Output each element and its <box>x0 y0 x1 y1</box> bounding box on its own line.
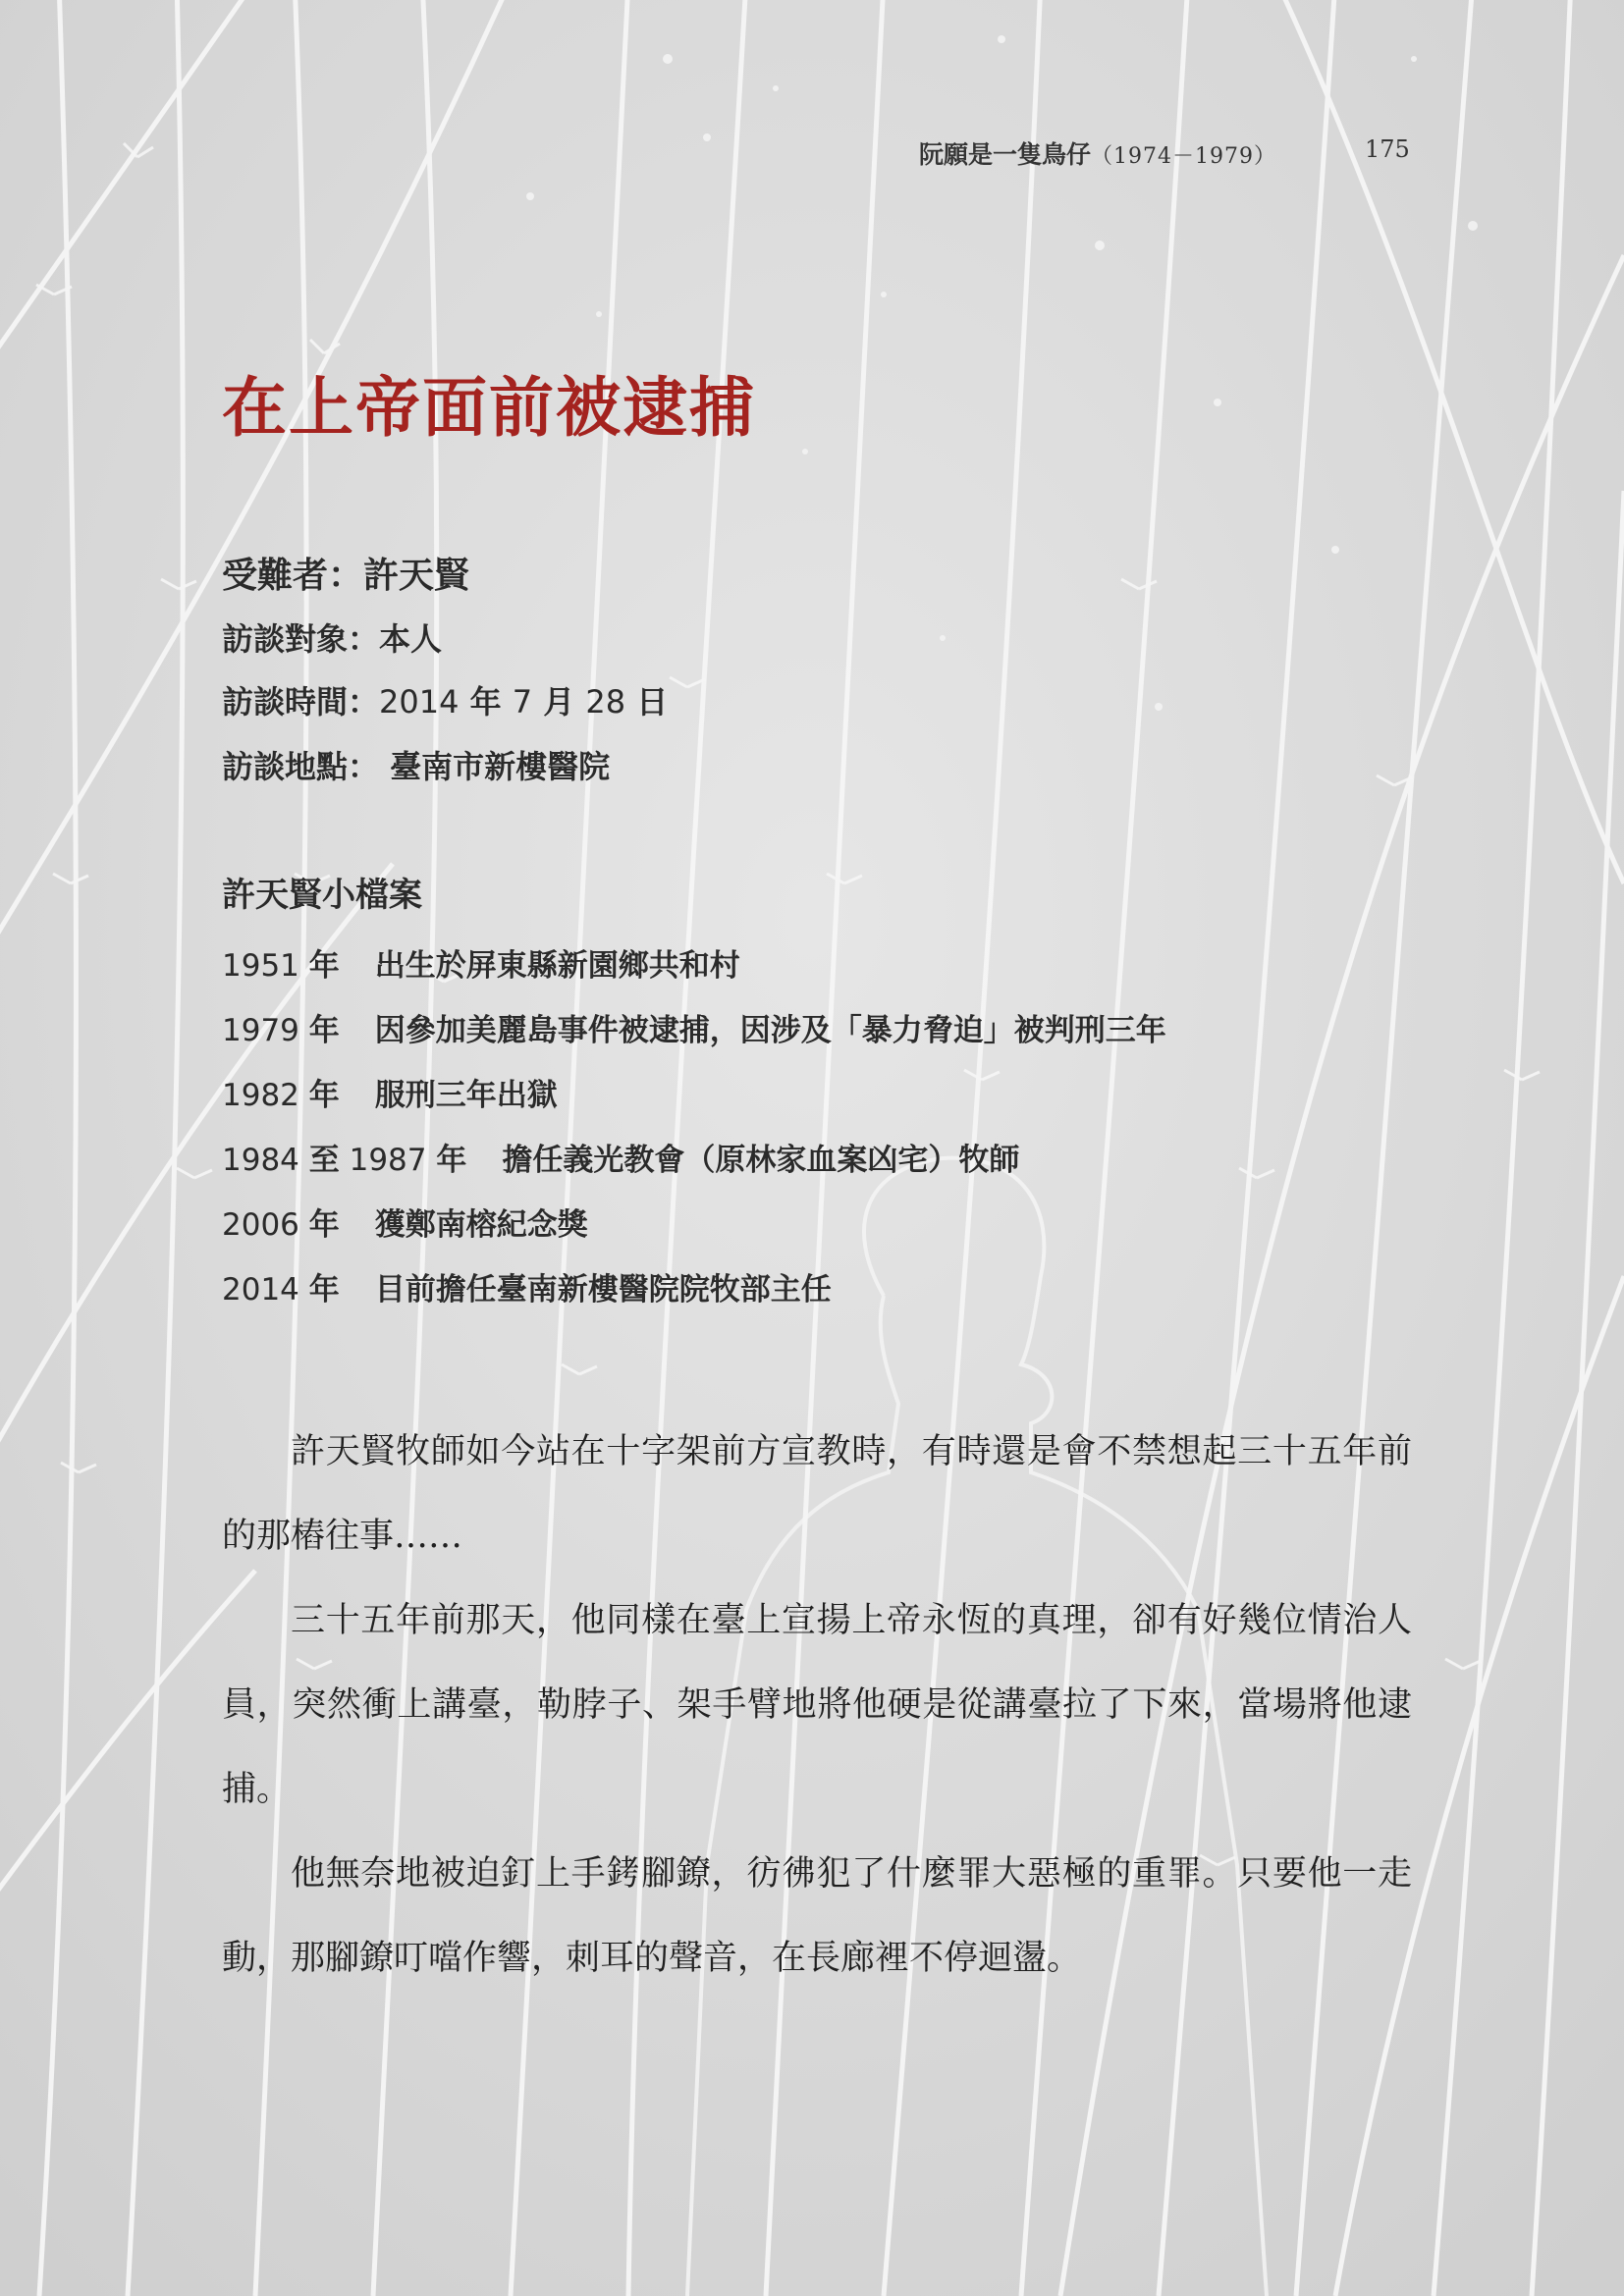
running-years: （1974－1979） <box>1091 144 1276 169</box>
place-value: 臺南市新樓醫院 <box>379 748 611 785</box>
timeline-event: 擔任義光教會（原林家血案凶宅）牧師 <box>502 1143 1020 1178</box>
timeline-item <box>222 1070 558 1114</box>
time-month: 7 <box>512 683 533 721</box>
timeline-year: 1984 <box>222 1143 309 1178</box>
time-year: 2014 <box>379 683 460 721</box>
time-day-unit: 日 <box>625 683 669 721</box>
timeline-item <box>222 1200 588 1244</box>
time-year-unit: 年 <box>459 683 513 721</box>
info-time <box>222 677 668 722</box>
time-label: 訪談時間： <box>222 683 380 721</box>
time-month-unit: 月 <box>532 683 586 721</box>
chapter-title: 在上帝面前被逮捕 <box>222 369 756 446</box>
victim-label: 受難者： <box>222 556 364 596</box>
timeline-year-unit: 年 <box>308 1272 340 1308</box>
timeline-year-unit: 年 <box>308 1207 340 1243</box>
timeline-year-unit: 年 <box>308 1078 340 1113</box>
timeline-item <box>222 1005 1166 1049</box>
timeline-year: 2014 <box>222 1272 309 1308</box>
timeline-year-unit: 年 <box>436 1143 467 1178</box>
timeline-year: 1951 <box>222 948 309 984</box>
timeline-event: 出生於屏東縣新園鄉共和村 <box>374 948 740 984</box>
profile-heading: 許天賢小檔案 <box>222 876 422 915</box>
victim-value: 許天賢 <box>363 556 470 596</box>
timeline-event: 服刑三年出獄 <box>374 1078 558 1113</box>
body-paragraph-2: 三十五年前那天，他同樣在臺上宣揚上帝永恆的真理，卻有好幾位情治人員，突然衝上講臺，勒脖子、架手臂地將他硬是從講臺拉了下來，當場將他逮捕。 <box>222 1601 1412 1809</box>
timeline-year-unit: 年 <box>308 1013 340 1048</box>
running-header <box>919 135 1276 171</box>
page-number: 175 <box>1365 135 1410 163</box>
timeline-range-word: 至 <box>308 1143 340 1178</box>
timeline-event: 因參加美麗島事件被逮捕，因涉及「暴力脅迫」被判刑三年 <box>374 1013 1166 1048</box>
time-day: 28 <box>585 683 626 721</box>
timeline-year-end: 1987 <box>339 1143 437 1178</box>
subject-label: 訪談對象： <box>222 620 380 658</box>
timeline-event: 目前擔任臺南新樓醫院院牧部主任 <box>374 1272 832 1308</box>
timeline-item <box>222 1135 1019 1179</box>
timeline-item <box>222 940 740 985</box>
subject-value: 本人 <box>379 620 443 658</box>
timeline-year: 1982 <box>222 1078 309 1113</box>
info-place <box>222 742 610 787</box>
timeline-year: 1979 <box>222 1013 309 1048</box>
timeline-year-unit: 年 <box>308 948 340 984</box>
timeline-year: 2006 <box>222 1207 309 1243</box>
body-paragraph-1: 許天賢牧師如今站在十字架前方宣教時，有時還是會不禁想起三十五年前的那樁往事…… <box>222 1432 1412 1556</box>
timeline-event: 獲鄭南榕紀念獎 <box>374 1207 588 1243</box>
timeline-item <box>222 1264 832 1308</box>
info-subject <box>222 614 442 660</box>
running-title: 阮願是一隻鳥仔 <box>919 140 1092 169</box>
body-paragraph-3: 他無奈地被迫釘上手銬腳鐐，彷彿犯了什麼罪大惡極的重罪。只要他一走動，那腳鐐叮噹作響，刺耳的聲音，在長廊裡不停迴盪。 <box>222 1854 1412 1978</box>
info-victim <box>222 548 469 598</box>
place-label: 訪談地點： <box>222 748 380 785</box>
